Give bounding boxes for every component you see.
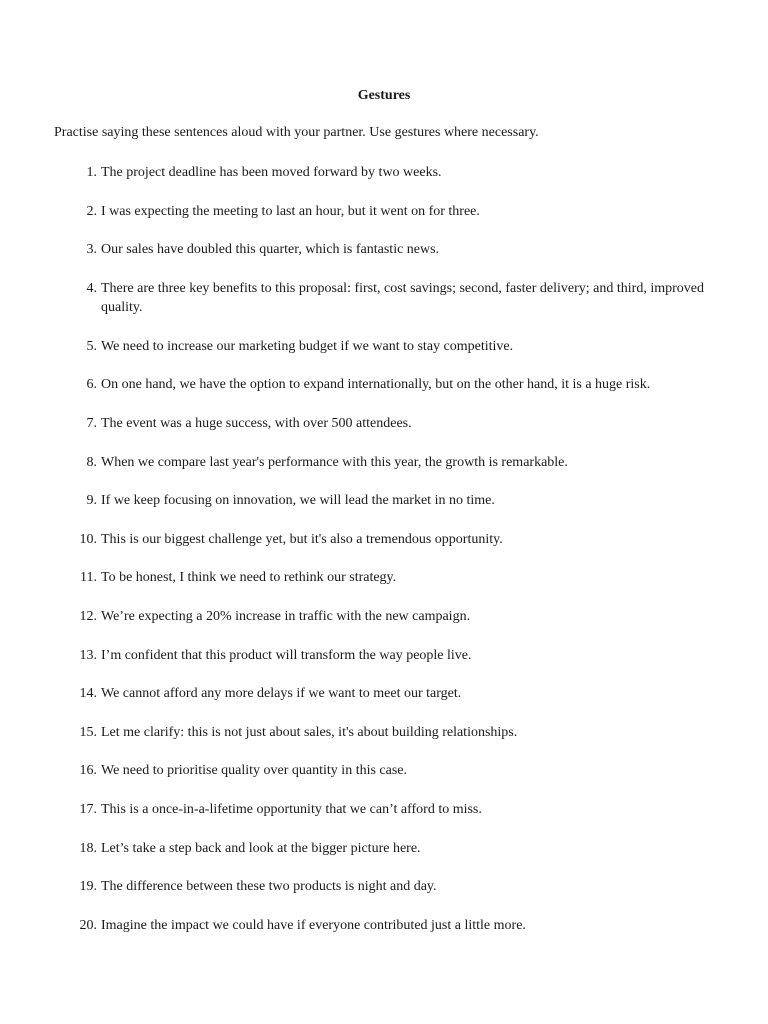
item-number: 20. (79, 917, 97, 933)
list-item (0, 279, 768, 318)
list-item (0, 530, 768, 550)
list-item (0, 240, 768, 260)
item-text: Let’s take a step back and look at the bigger picture here. (101, 840, 421, 856)
item-number: 5. (86, 338, 97, 354)
item-number: 1. (86, 165, 97, 180)
item-number: 4. (86, 280, 97, 296)
sentence-list (0, 163, 768, 954)
item-number: 11. (80, 570, 97, 586)
item-text: There are three key benefits to this proposal: first, cost savings; second, faster delivery; and third, improved quality. (101, 280, 704, 316)
item-number: 19. (79, 879, 97, 895)
item-text: I was expecting the meeting to last an hour, but it went on for three. (101, 203, 480, 219)
item-number: 18. (79, 840, 97, 856)
list-item (0, 646, 768, 666)
list-item (0, 800, 768, 820)
item-text: If we keep focusing on innovation, we will lead the market in no time. (101, 493, 495, 509)
item-text: We need to prioritise quality over quantity in this case. (101, 763, 408, 779)
item-text: Let me clarify: this is not just about sales, it's about building relationships. (101, 724, 518, 740)
item-text: I’m confident that this product will transform the way people live. (101, 647, 472, 663)
item-text: The difference between these two products is night and day. (101, 879, 437, 895)
list-item (0, 414, 768, 434)
item-number: 9. (86, 493, 97, 509)
item-text: This is our biggest challenge yet, but it's also a tremendous opportunity. (101, 531, 503, 547)
item-number: 6. (86, 377, 97, 393)
list-item (0, 607, 768, 627)
item-number: 17. (79, 802, 97, 817)
list-item (0, 761, 768, 781)
list-item (0, 163, 768, 183)
list-item (0, 916, 768, 936)
item-text: Our sales have doubled this quarter, which is fantastic news. (101, 242, 440, 258)
item-number: 13. (79, 647, 97, 663)
item-text: We’re expecting a 20% increase in traffic with the new campaign. (101, 609, 471, 625)
list-item (0, 375, 768, 395)
list-item (0, 491, 768, 511)
item-text: We need to increase our marketing budget if we want to stay competitive. (101, 338, 514, 354)
item-text: When we compare last year's performance with this year, the growth is remarkable. (101, 454, 568, 470)
list-item (0, 337, 768, 357)
instructions: Practise saying these sentences aloud with your partner. Use gestures where necessary. (54, 125, 539, 140)
list-item (0, 684, 768, 704)
list-item (0, 877, 768, 897)
item-number: 8. (86, 454, 97, 470)
item-text: The project deadline has been moved forward by two weeks. (101, 165, 442, 180)
page-title: Gestures (357, 88, 411, 103)
list-item (0, 453, 768, 473)
item-text: To be honest, I think we need to rethink our strategy. (101, 570, 397, 586)
item-number: 15. (79, 724, 97, 740)
item-text: On one hand, we have the option to expand internationally, but on the other hand, it is a huge risk. (101, 377, 651, 393)
item-text: This is a once-in-a-lifetime opportunity that we can’t afford to miss. (101, 802, 482, 817)
list-item (0, 202, 768, 222)
item-number: 10. (79, 531, 97, 547)
item-number: 14. (79, 686, 97, 702)
item-text: The event was a huge success, with over 500 attendees. (101, 416, 412, 432)
list-item (0, 723, 768, 743)
list-item (0, 839, 768, 859)
item-number: 7. (86, 416, 97, 432)
item-number: 2. (86, 203, 97, 219)
item-number: 12. (79, 609, 97, 625)
list-item (0, 568, 768, 588)
item-text: Imagine the impact we could have if everyone contributed just a little more. (101, 917, 526, 933)
item-number: 16. (79, 763, 97, 779)
item-number: 3. (86, 242, 97, 258)
item-text: We cannot afford any more delays if we want to meet our target. (101, 686, 462, 702)
